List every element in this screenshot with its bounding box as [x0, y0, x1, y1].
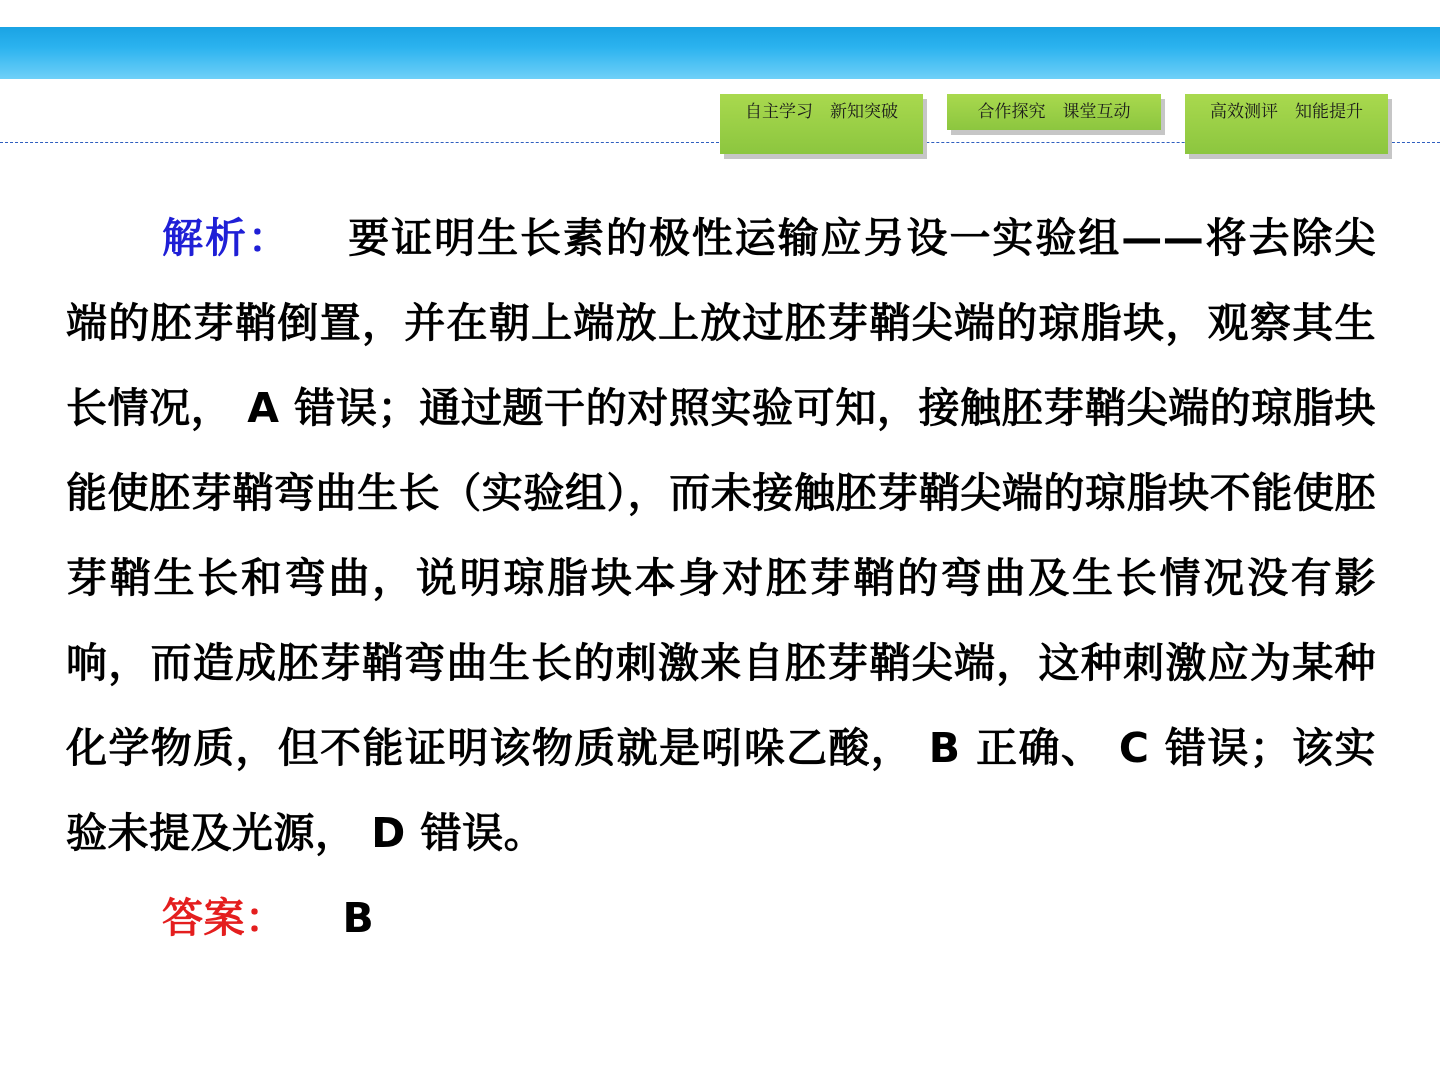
analysis-text: 要证明生长素的极性运输应另设一实验组——将去除尖端的胚芽鞘倒置，并在朝上端放上放过胚芽鞘尖端的琼脂块，观察其生长情况， A 错误；通过题干的对照实验可知，接触胚芽鞘尖端的琼脂块能使胚芽鞘弯曲生长（实验组），而未接触胚芽鞘尖端的琼脂块不能使胚芽鞘生长和弯曲，说明琼脂块本身对胚芽鞘的弯曲及生长情况没有影响，而造成胚芽鞘弯曲生长的刺激来自胚芽鞘尖端，这种刺激应为某种化学物质，但不能证明该物质就是吲哚乙酸， B 正确、 C 错误；该实验未提及光源， D 错误。 — [66, 214, 1376, 857]
answer-label: 答案： — [162, 894, 287, 942]
analysis-paragraph — [66, 196, 1376, 876]
nav-button-assessment[interactable]: 高效测评 知能提升 — [1185, 94, 1388, 154]
analysis-label: 解析： — [162, 214, 291, 262]
slide-content — [66, 196, 1376, 961]
nav-button-self-study[interactable]: 自主学习 新知突破 — [720, 94, 923, 154]
answer-paragraph — [66, 876, 1376, 961]
nav-button-cooperative-inquiry[interactable]: 合作探究 课堂互动 — [947, 94, 1161, 130]
header-band — [0, 27, 1440, 79]
answer-value: B — [342, 894, 375, 942]
